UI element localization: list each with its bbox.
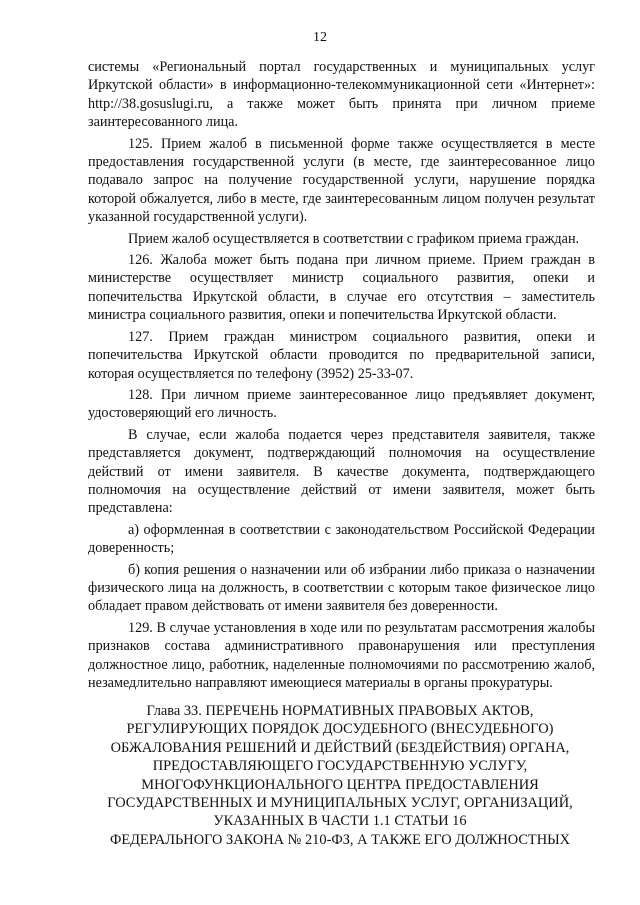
heading-line: УКАЗАННЫХ В ЧАСТИ 1.1 СТАТЬИ 16 [213,813,467,830]
heading-line: ПРЕДОСТАВЛЯЮЩЕГО ГОСУДАРСТВЕННУЮ УСЛУГУ, [152,758,528,775]
page-number: 12 [313,30,327,45]
paragraph-125: 125. Прием жалоб в письменной форме также осуществляется в месте предоставления государственной услуги (в месте, где заинтересованное лицо подавало запрос на получение государственной услуги, нарушение порядка которой обжалуется, либо в месте, где заинтересованным лицом получен результат указанной государственной услуги). [88,135,595,226]
paragraph-schedule: Прием жалоб осуществляется в соответствии с графиком приема граждан. [128,230,580,247]
paragraph-representative: В случае, если жалоба подается через представителя заявителя, также представляется документ, подтверждающий полномочия на осуществление действий от имени заявителя. В качестве документа, подтверждающего полномочия на осуществление действий от имени заявителя, может быть представлена: [88,426,595,517]
heading-line: ОБЖАЛОВАНИЯ РЕШЕНИЙ И ДЕЙСТВИЙ (БЕЗДЕЙСТВИЯ) ОРГАНА, [110,739,570,756]
chapter-heading [70,702,610,849]
paragraph-128: 128. При личном приеме заинтересованное лицо предъявляет документ, удостоверяющий его личность. [88,386,595,422]
heading-line: Глава 33. ПЕРЕЧЕНЬ НОРМАТИВНЫХ ПРАВОВЫХ АКТОВ, [146,703,534,719]
body-text [88,58,595,695]
paragraph-item-b: б) копия решения о назначении или об избрании либо приказа о назначении физического лица на должность, в соответствии с которым такое физическое лицо обладает правом действовать от имени заявителя без доверенности. [88,561,595,615]
paragraph-129: 129. В случае установления в ходе или по результатам рассмотрения жалобы признаков состава административного правонарушения или преступления должностное лицо, работник, наделенные полномочиями по рассмотрению жалоб, незамедлительно направляют имеющиеся материалы в органы прокуратуры. [88,619,595,691]
paragraph-126: 126. Жалоба может быть подана при личном приеме. Прием граждан в министерстве осуществляет министр социального развития, опеки и попечительства Иркутской области, в случае его отсутствия – заместитель министра социального развития, опеки и попечительства Иркутской области. [88,252,595,324]
heading-line: МНОГОФУНКЦИОНАЛЬНОГО ЦЕНТРА ПРЕДОСТАВЛЕНИЯ [141,776,539,793]
heading-line: РЕГУЛИРУЮЩИХ ПОРЯДОК ДОСУДЕБНОГО (ВНЕСУДЕБНОГО) [126,721,554,738]
heading-line: ГОСУДАРСТВЕННЫХ И МУНИЦИПАЛЬНЫХ УСЛУГ, ОРГАНИЗАЦИЙ, [107,795,573,812]
paragraph-item-a: а) оформленная в соответствии с законодательством Российской Федерации доверенность; [88,521,595,557]
paragraph-1: системы «Региональный портал государственных и муниципальных услуг Иркутской области» в информационно-телекоммуникационной сети «Интернет»: http://38.gosuslugi.ru, а также может быть принята при личном приеме заинтересованного лица. [88,59,595,131]
heading-line: ФЕДЕРАЛЬНОГО ЗАКОНА № 210-ФЗ, А ТАКЖЕ ЕГО ДОЛЖНОСТНЫХ [109,831,571,848]
paragraph-127: 127. Прием граждан министром социального развития, опеки и попечительства Иркутской области проводится по предварительной записи, которая осуществляется по телефону (3952) 25-33-07. [88,328,595,382]
